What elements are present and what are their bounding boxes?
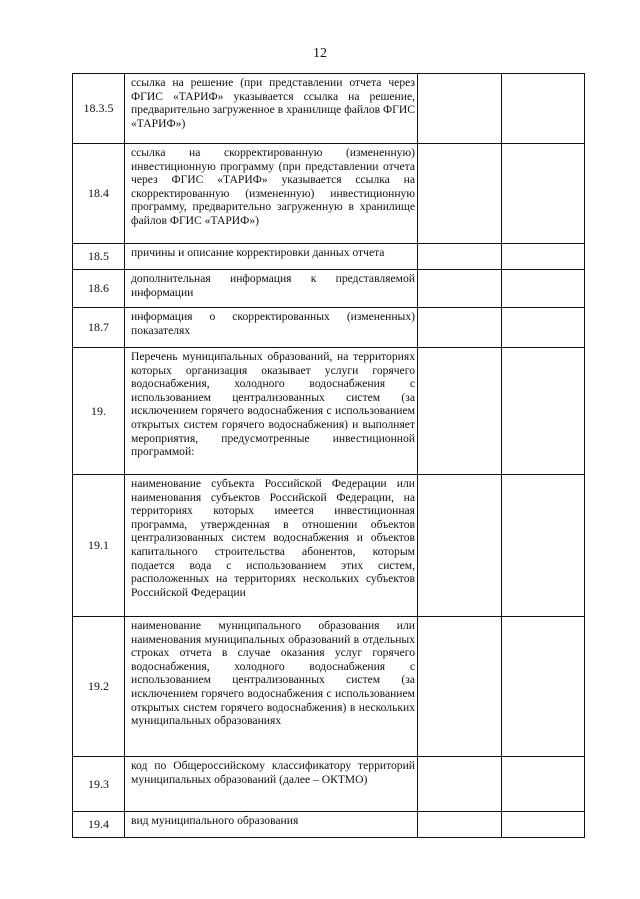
value-cell xyxy=(502,74,585,144)
table-row xyxy=(73,244,585,270)
value-cell xyxy=(502,308,585,348)
table-row xyxy=(73,74,585,144)
value-cell xyxy=(418,270,502,308)
table-row xyxy=(73,812,585,838)
value-cell xyxy=(502,475,585,617)
row-number: 19. xyxy=(73,348,125,475)
value-cell xyxy=(502,348,585,475)
row-description: код по Общероссийскому классификатору территорий муниципальных образований (далее – ОКТМО) xyxy=(125,757,418,812)
row-description: причины и описание корректировки данных отчета xyxy=(125,244,418,270)
value-cell xyxy=(502,757,585,812)
row-number: 19.2 xyxy=(73,617,125,757)
row-description: информация о скорректированных (измененных) показателях xyxy=(125,308,418,348)
value-cell xyxy=(502,270,585,308)
value-cell xyxy=(418,244,502,270)
value-cell xyxy=(502,144,585,244)
row-description: ссылка на решение (при представлении отчета через ФГИС «ТАРИФ» указывается ссылка на решение, предварительно загруженное в хранилище файлов ФГИС «ТАРИФ») xyxy=(125,74,418,144)
table-row xyxy=(73,617,585,757)
value-cell xyxy=(418,757,502,812)
table-row xyxy=(73,270,585,308)
row-description: Перечень муниципальных образований, на территориях которых организация оказывает услуги горячего водоснабжения, холодного водоснабжения с использованием централизованных систем (за исключением горячего водоснабжения с использованием открытых систем горячего водоснабжения) и выполняет мероприятия, предусмотренные инвестиционной программой: xyxy=(125,348,418,475)
row-number: 18.5 xyxy=(73,244,125,270)
value-cell xyxy=(418,144,502,244)
table-row xyxy=(73,308,585,348)
row-description: наименование муниципального образования или наименования муниципальных образований в отдельных строках отчета в случае оказания услуг горячего водоснабжения, холодного водоснабжения с использованием централизованных систем (за исключением горячего водоснабжения с использованием открытых систем горячего водоснабжения) в нескольких муниципальных образованиях xyxy=(125,617,418,757)
row-description: наименование субъекта Российской Федерации или наименования субъектов Российской Федерации, на территориях которых имеется инвестиционная программа, утвержденная в отношении объектов централизованных систем водоснабжения и объектов капитального строительства абонентов, которым подается вода с использованием этих систем, расположенных на территориях нескольких субъектов Российской Федерации xyxy=(125,475,418,617)
form-table xyxy=(72,73,585,838)
value-cell xyxy=(418,308,502,348)
table-row xyxy=(73,475,585,617)
row-number: 18.7 xyxy=(73,308,125,348)
value-cell xyxy=(502,812,585,838)
table-row xyxy=(73,348,585,475)
row-number: 19.4 xyxy=(73,812,125,838)
row-description: вид муниципального образования xyxy=(125,812,418,838)
row-description: дополнительная информация к представляемой информации xyxy=(125,270,418,308)
table-row xyxy=(73,757,585,812)
value-cell xyxy=(502,617,585,757)
row-description: ссылка на скорректированную (измененную) инвестиционную программу (при представлении отчета через ФГИС «ТАРИФ» указывается ссылка на скорректированную (измененную) инвестиционную программу, предварительно загруженную в хранилище файлов ФГИС «ТАРИФ») xyxy=(125,144,418,244)
row-number: 18.3.5 xyxy=(73,74,125,144)
row-number: 19.1 xyxy=(73,475,125,617)
row-number: 18.6 xyxy=(73,270,125,308)
value-cell xyxy=(502,244,585,270)
row-number: 18.4 xyxy=(73,144,125,244)
value-cell xyxy=(418,475,502,617)
row-number: 19.3 xyxy=(73,757,125,812)
value-cell xyxy=(418,74,502,144)
table-row xyxy=(73,144,585,244)
page-number: 12 xyxy=(313,46,327,61)
value-cell xyxy=(418,812,502,838)
value-cell xyxy=(418,348,502,475)
value-cell xyxy=(418,617,502,757)
